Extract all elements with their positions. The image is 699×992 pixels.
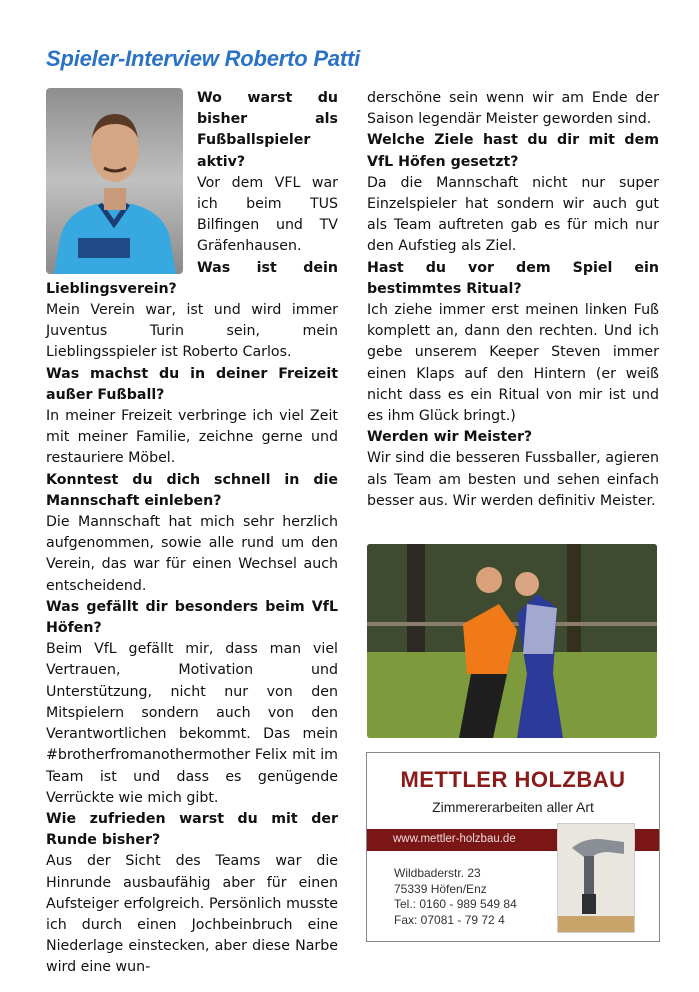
answer: Die Mannschaft hat mich sehr herzlich aufgenommen, sowie alle rund um den Verein, das war für einen Wechsel auch entscheidend. [46, 514, 338, 594]
answer: Beim VfL gefällt mir, dass man viel Vertrauen, Motivation und Unterstützung, nicht nur von den Mitspielern sondern auch von den Verantwortlichen bekommt. Das mein #brotherfromanothermother Felix mit im Team ist und dass es genügende Verrückte wie mich gibt. [46, 641, 338, 806]
right-column [367, 88, 659, 512]
question: Welche Ziele hast du dir mit dem VfL Höfen gesetzt? [367, 132, 659, 170]
ad-brand: METTLER HOLZBAU [400, 767, 626, 792]
question: Konntest du dich schnell in die Mannschaft einleben? [46, 471, 338, 509]
answer: Aus der Sicht des Teams war die Hinrunde ausbaufähig aber für einen Aufsteiger erfolgreich. Persönlich musste ich durch einen Jochbeinbruch eine Niederlage einstecken, aber diese Narbe wird eine wun- [46, 853, 338, 976]
question: Werden wir Meister? [367, 429, 533, 446]
answer: Ich ziehe immer erst meinen linken Fuß komplett an, dann den rechten. Und ich gebe unserem Keeper Steven immer einen Klaps auf den Hintern (er weiß nicht dass es ein Ritual von mir ist und es ihm Glück bringt.) [367, 302, 659, 425]
answer: Mein Verein war, ist und wird immer Juventus Turin sein, mein Lieblingsspieler ist Roberto Carlos. [46, 302, 338, 361]
question: Was gefällt dir besonders beim VfL Höfen? [46, 598, 338, 637]
ad-address [394, 866, 517, 928]
ad-city: 75339 Höfen/Enz [394, 881, 487, 896]
ad-street: Wildbaderstr. 23 [394, 866, 481, 880]
football-action-photo-icon [367, 544, 657, 738]
page-title: Spieler-Interview Roberto Patti [46, 46, 361, 71]
answer: Wir sind die besseren Fussballer, agieren als Team am besten und sehen einfach besser aus. Wir werden definitiv Meister. [367, 450, 659, 509]
answer: Da die Mannschaft nicht nur super Einzelspieler hat sondern wir auch gut als Team auftreten gab es für mich nur den Aufstieg als Ziel. [367, 174, 659, 255]
player-portrait [46, 88, 183, 274]
advertisement [366, 752, 660, 942]
ad-url: www.mettler-holzbau.de [393, 833, 516, 845]
ad-subtitle: Zimmererarbeiten aller Art [432, 799, 594, 815]
hammer-icon [557, 823, 635, 933]
question: Wo warst du bisher als Fußballspieler aktiv? [197, 90, 338, 170]
question: Hast du vor dem Spiel ein bestimmtes Ritual? [367, 259, 659, 297]
player-portrait-icon [46, 88, 183, 274]
question: Was machst du in deiner Freizeit außer Fußball? [46, 365, 338, 403]
answer: In meiner Freizeit verbringe ich viel Zeit mit meiner Familie, zeichne gerne und restauriere Möbel. [46, 408, 338, 467]
football-action-photo [367, 544, 657, 738]
question: Was ist dein Lieblingsverein? [46, 259, 338, 297]
ad-fax: Fax: 07081 - 79 72 4 [394, 912, 505, 927]
answer-continued: derschöne sein wenn wir am Ende der Saison legendär Meister geworden sind. [367, 90, 659, 128]
ad-tel: Tel.: 0160 - 989 549 84 [394, 897, 517, 911]
answer: Vor dem VFL war ich beim TUS Bilfingen und TV Gräfenhausen. [197, 174, 338, 255]
question: Wie zufrieden warst du mit der Runde bisher? [46, 810, 338, 849]
